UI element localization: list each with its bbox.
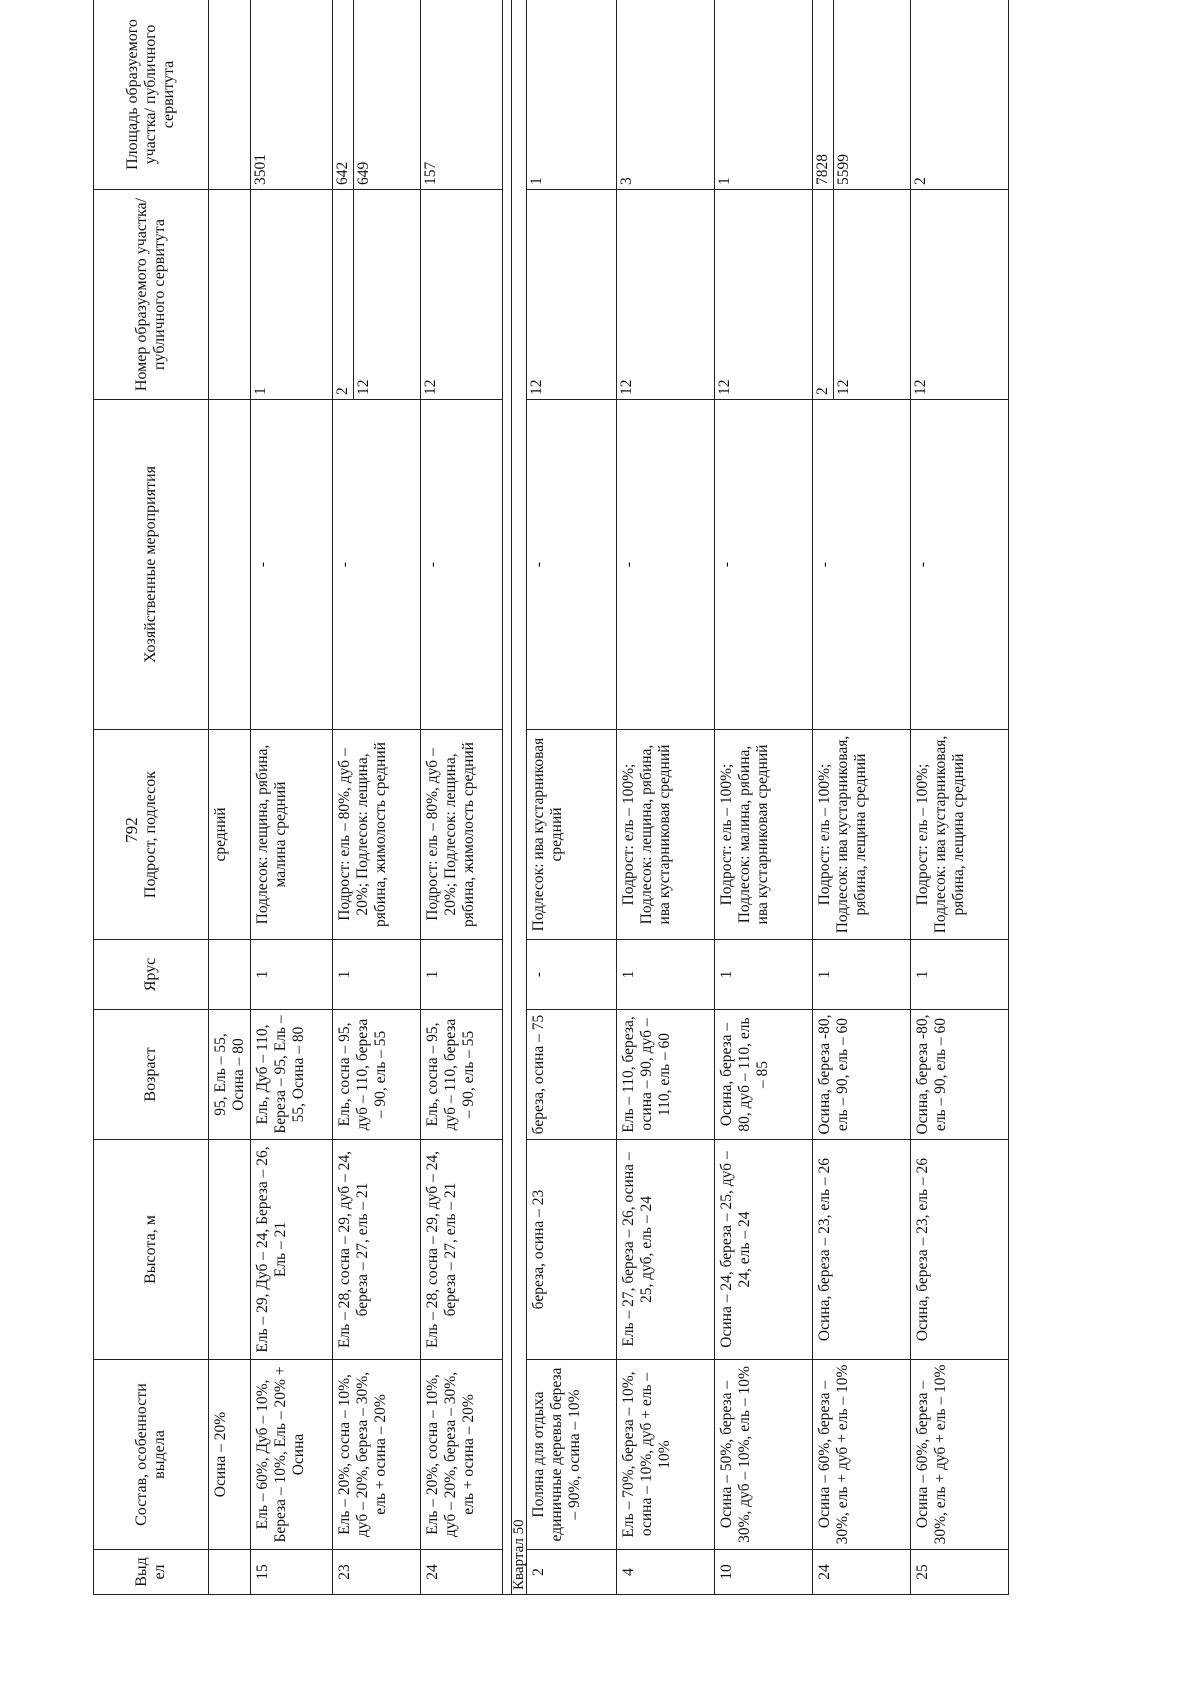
cell-vydel	[209, 1550, 251, 1595]
cell-podrost: Подрост: ель – 100%; Подлесок: малина, рябина, ива кустарниковая средний	[715, 730, 813, 940]
cell-vozrast: Осина, береза -80, ель – 90, ель – 60	[911, 1010, 1009, 1140]
cell-yarus: 1	[911, 940, 1009, 1010]
cell-meropriyatiya: -	[813, 400, 911, 730]
cell-ploshad	[333, 0, 421, 190]
cell-sostav: Осина – 20%	[209, 1360, 251, 1550]
cell-yarus	[209, 940, 251, 1010]
cell-yarus: -	[527, 940, 617, 1010]
ploshad-value: 7828	[813, 0, 834, 189]
header-podrost: Подрост, подлесок	[94, 730, 209, 940]
cell-vydel: 4	[617, 1550, 715, 1595]
ploshad-value: 3	[618, 177, 636, 185]
header-meropriyatiya: Хозяйственные мероприятия	[94, 400, 209, 730]
cell-sostav: Ель – 60%, Дуб – 10%, Береза – 10%, Ель – 20% + Осина	[251, 1360, 333, 1550]
ploshad-value: 1	[716, 177, 734, 185]
cell-yarus: 1	[813, 940, 911, 1010]
header-vysota: Высота, м	[94, 1140, 209, 1360]
cell-ploshad	[209, 0, 251, 190]
cell-vozrast: Осина, береза -80, ель – 90, ель – 60	[813, 1010, 911, 1140]
cell-vysota: Осина, береза – 23, ель – 26	[911, 1140, 1009, 1360]
cell-podrost: Подлесок: ива кустарниковая средний	[527, 730, 617, 940]
nomer-value: 12	[422, 379, 440, 395]
cell-meropriyatiya: -	[715, 400, 813, 730]
cell-vydel: 10	[715, 1550, 813, 1595]
page-number: 792	[122, 817, 141, 843]
cell-vysota: Осина – 24, береза – 25, дуб – 24, ель – 24	[715, 1140, 813, 1360]
cell-ploshad	[911, 0, 1009, 190]
cell-podrost: Подрост: ель – 80%, дуб – 20%; Подлесок: лещина, рябина, жимолость средний	[333, 730, 421, 940]
cell-vysota: Ель – 27, береза – 26, осина – 25, дуб, ель – 24	[617, 1140, 715, 1360]
ploshad-value: 2	[912, 177, 930, 185]
cell-vozrast: Ель – 110, береза, осина – 90, дуб – 110, ель – 60	[617, 1010, 715, 1140]
table-row	[333, 0, 421, 1595]
cell-sostav: Осина – 60%, береза – 30%, ель + дуб + ель – 10%	[813, 1360, 911, 1550]
table-row	[911, 0, 1009, 1595]
header-vydel: Выдел	[94, 1550, 209, 1595]
cell-vysota: Ель – 28, сосна – 29, дуб – 24, береза – 27, ель – 21	[421, 1140, 503, 1360]
nomer-value: 12	[618, 379, 636, 395]
separator-cell	[503, 0, 512, 1595]
cell-vysota: Ель – 29, Дуб – 24, Береза – 26, Ель – 21	[251, 1140, 333, 1360]
cell-nomer	[209, 190, 251, 400]
ploshad-value: 649	[354, 161, 372, 185]
header-sostav: Состав, особенности выдела	[94, 1360, 209, 1550]
cell-podrost: Подрост: ель – 100%; Подлесок: ива кустарниковая, рябина, лещина средний	[911, 730, 1009, 940]
ploshad-value: 157	[422, 161, 440, 185]
cell-yarus: 1	[715, 940, 813, 1010]
cell-vozrast: Ель, Дуб – 110, Береза – 95, Ель – 55, Осина – 80	[251, 1010, 333, 1140]
cell-sostav: Ель – 20%, сосна – 10%, дуб – 20%, береза – 30%, ель + осина – 20%	[421, 1360, 503, 1550]
cell-meropriyatiya: -	[911, 400, 1009, 730]
cell-yarus: 1	[251, 940, 333, 1010]
cell-yarus: 1	[617, 940, 715, 1010]
cell-meropriyatiya: -	[527, 400, 617, 730]
nomer-value: 1	[252, 387, 270, 395]
nomer-value: 12	[528, 379, 546, 395]
rotated-table-wrapper	[93, 0, 1093, 1595]
cell-podrost: средний	[209, 730, 251, 940]
cell-ploshad	[617, 0, 715, 190]
cell-nomer	[911, 190, 1009, 400]
nomer-value: 12	[354, 379, 372, 395]
cell-yarus: 1	[421, 940, 503, 1010]
table-row	[617, 0, 715, 1595]
cell-meropriyatiya: -	[617, 400, 715, 730]
header-nomer: Номер образуемого участка/ публичного сервитута	[94, 190, 209, 400]
cell-nomer	[813, 190, 911, 400]
cell-sostav: Ель – 20%, сосна – 10%, дуб – 20%, береза – 30%, ель + осина – 20%	[333, 1360, 421, 1550]
group-b-rows	[527, 0, 1009, 1595]
cell-nomer	[333, 190, 421, 400]
cell-vydel: 15	[251, 1550, 333, 1595]
cell-nomer	[251, 190, 333, 400]
cell-nomer	[527, 190, 617, 400]
cell-vozrast: Ель, сосна – 95, дуб – 110, береза – 90, ель – 55	[421, 1010, 503, 1140]
kvartal-row	[512, 0, 527, 1595]
ploshad-value: 642	[333, 0, 354, 189]
cell-vysota	[209, 1140, 251, 1360]
nomer-value: 12	[716, 379, 734, 395]
table-row	[527, 0, 617, 1595]
header-row	[94, 0, 209, 1595]
header-vozrast: Возраст	[94, 1010, 209, 1140]
cell-podrost: Подрост: ель – 100%; Подлесок: ива кустарниковая, рябина, лещина средний	[813, 730, 911, 940]
cell-ploshad	[421, 0, 503, 190]
cell-sostav: Осина – 50%, береза – 30%, дуб – 10%, ель – 10%	[715, 1360, 813, 1550]
cell-vozrast: 95, Ель – 55, Осина – 80	[209, 1010, 251, 1140]
cell-vysota: Ель – 28, сосна – 29, дуб – 24, береза – 27, ель – 21	[333, 1140, 421, 1360]
cell-vydel: 24	[813, 1550, 911, 1595]
table-row	[715, 0, 813, 1595]
cell-vydel: 23	[333, 1550, 421, 1595]
cell-vysota: береза, осина – 23	[527, 1140, 617, 1360]
cell-meropriyatiya	[209, 400, 251, 730]
cell-podrost: Подрост: ель – 80%, дуб – 20%; Подлесок: лещина, рябина, жимолость средний	[421, 730, 503, 940]
cell-nomer	[421, 190, 503, 400]
ploshad-value: 5599	[834, 154, 852, 185]
cell-ploshad	[715, 0, 813, 190]
nomer-value: 12	[834, 379, 852, 395]
cell-podrost: Подрост: ель – 100%; Подлесок: лещина, рябина, ива кустарниковая средний	[617, 730, 715, 940]
header-ploshad: Площадь образуемого участка/ публичного сервитута	[94, 0, 209, 190]
continuation-row	[209, 0, 251, 1595]
ploshad-value: 1	[528, 177, 546, 185]
cell-vydel: 25	[911, 1550, 1009, 1595]
cell-meropriyatiya: -	[251, 400, 333, 730]
cell-nomer	[617, 190, 715, 400]
ploshad-value: 3501	[252, 154, 270, 185]
cell-vydel: 24	[421, 1550, 503, 1595]
cell-vozrast: Ель, сосна – 95, дуб – 110, береза – 90, ель – 55	[333, 1010, 421, 1140]
cell-meropriyatiya: -	[333, 400, 421, 730]
kvartal-label: Квартал 50	[512, 0, 527, 1595]
forest-table	[93, 0, 1009, 1595]
cell-vozrast: береза, осина – 75	[527, 1010, 617, 1140]
cell-sostav: Ель – 70%, береза – 10%, осина – 10%, дуб + ель – 10%	[617, 1360, 715, 1550]
header-yarus: Ярус	[94, 940, 209, 1010]
nomer-value: 2	[333, 190, 354, 399]
cell-ploshad	[813, 0, 911, 190]
cell-meropriyatiya: -	[421, 400, 503, 730]
nomer-value: 2	[813, 190, 834, 399]
group-a-rows	[251, 0, 503, 1595]
table-row	[813, 0, 911, 1595]
table-row	[251, 0, 333, 1595]
cell-ploshad	[527, 0, 617, 190]
cell-yarus: 1	[333, 940, 421, 1010]
cell-vysota: Осина, береза – 23, ель – 26	[813, 1140, 911, 1360]
separator-row	[503, 0, 512, 1595]
table-row	[421, 0, 503, 1595]
cell-ploshad	[251, 0, 333, 190]
nomer-value: 12	[912, 379, 930, 395]
cell-podrost: Подлесок: лещина, рябина, малина средний	[251, 730, 333, 940]
cell-nomer	[715, 190, 813, 400]
cell-vydel: 2	[527, 1550, 617, 1595]
cell-sostav: Осина – 60%, береза – 30%, ель + дуб + ель – 10%	[911, 1360, 1009, 1550]
cell-vozrast: Осина, береза – 80, дуб – 110, ель – 85	[715, 1010, 813, 1140]
cell-sostav: Поляна для отдыха единичные деревья береза – 90%, осина – 10%	[527, 1360, 617, 1550]
